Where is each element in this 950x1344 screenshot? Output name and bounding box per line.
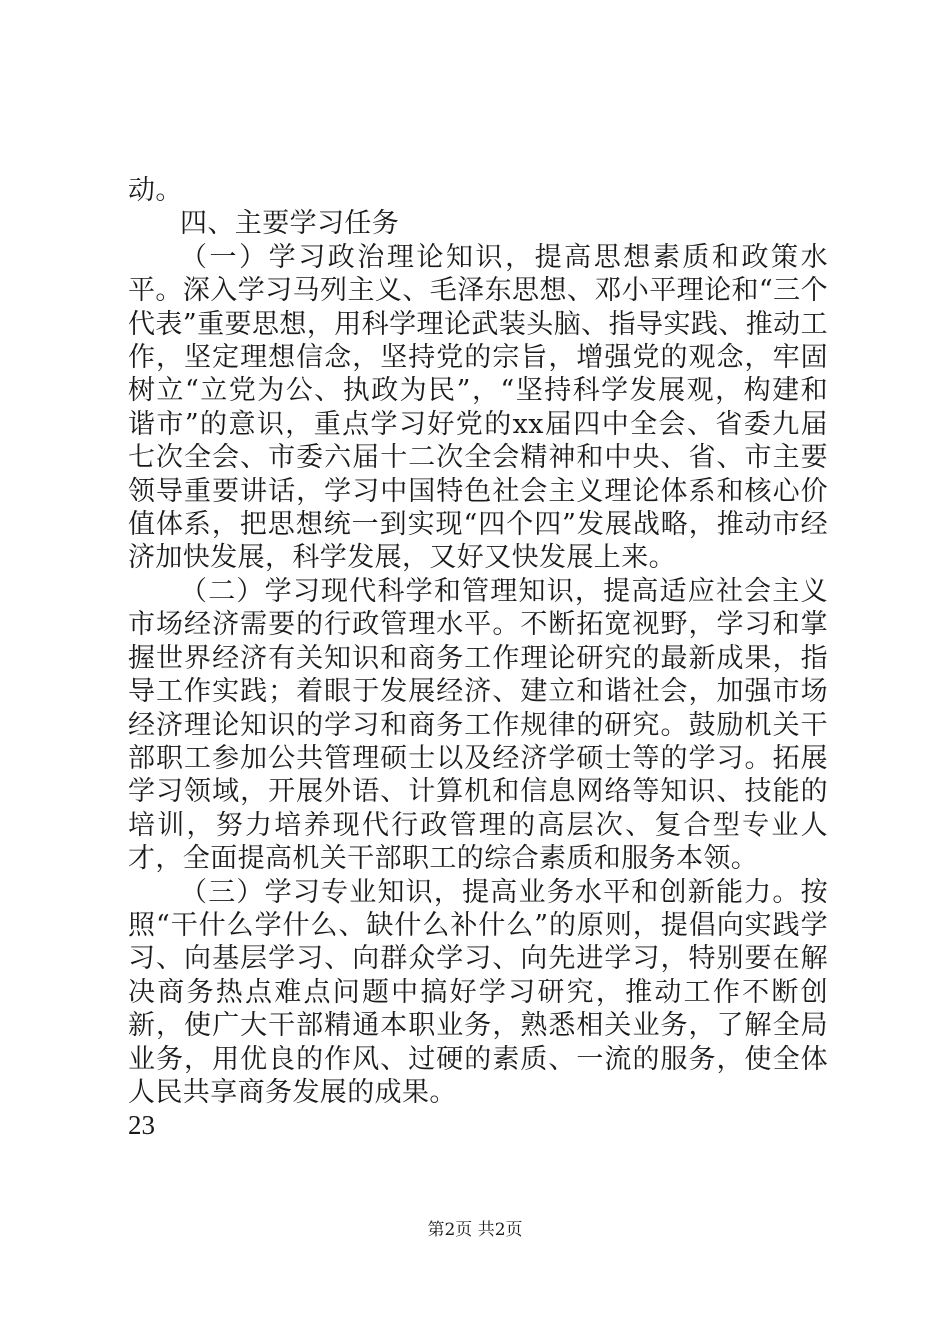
document-body <box>128 174 828 1143</box>
trailing-number: 23 <box>128 1110 155 1141</box>
paragraph-2: （二）学习现代科学和管理知识，提高适应社会主义市场经济需要的行政管理水平。不断拓宽视野，学习和掌握世界经济有关知识和商务工作理论研究的最新成果，指导工作实践；着眼于发展经济、建立和谐社会，加强市场经济理论知识的学习和商务工作规律的研究。鼓励机关干部职工参加公共管理硕士以及经济学硕士等的学习。拓展学习领域，开展外语、计算机和信息网络等知识、技能的培训，努力培养现代行政管理的高层次、复合型专业人才，全面提高机关干部职工的综合素质和服务本领。 <box>128 575 828 875</box>
paragraph-3: （三）学习专业知识，提高业务水平和创新能力。按照“干什么学什么、缺什么补什么”的原则，提倡向实践学习、向基层学习、向群众学习、向先进学习，特别要在解决商务热点难点问题中搞好学习研究，推动工作不断创新，使广大干部精通本职业务，熟悉相关业务，了解全局业务，用优良的作风、过硬的素质、一流的服务，使全体人民共享商务发展的成果。 <box>128 876 828 1108</box>
paragraph-1: （一）学习政治理论知识，提高思想素质和政策水平。深入学习马列主义、毛泽东思想、邓小平理论和“三个代表”重要思想，用科学理论武装头脑、指导实践、推动工作，坚定理想信念，坚持党的宗旨，增强党的观念，牢固树立“立党为公、执政为民”，“坚持科学发展观，构建和谐市”的意识，重点学习好党的xx届四中全会、省委九届七次全会、市委六届十二次全会精神和中央、省、市主要领导重要讲话，学习中国特色社会主义理论体系和核心价值体系，把思想统一到实现“四个四”发展战略，推动市经济加快发展，科学发展，又好又快发展上来。 <box>128 241 828 574</box>
continuation-text: 动。 <box>128 175 183 206</box>
page-footer: 第2页 共2页 <box>427 1220 523 1240</box>
section-heading: 四、主要学习任务 <box>180 208 400 240</box>
